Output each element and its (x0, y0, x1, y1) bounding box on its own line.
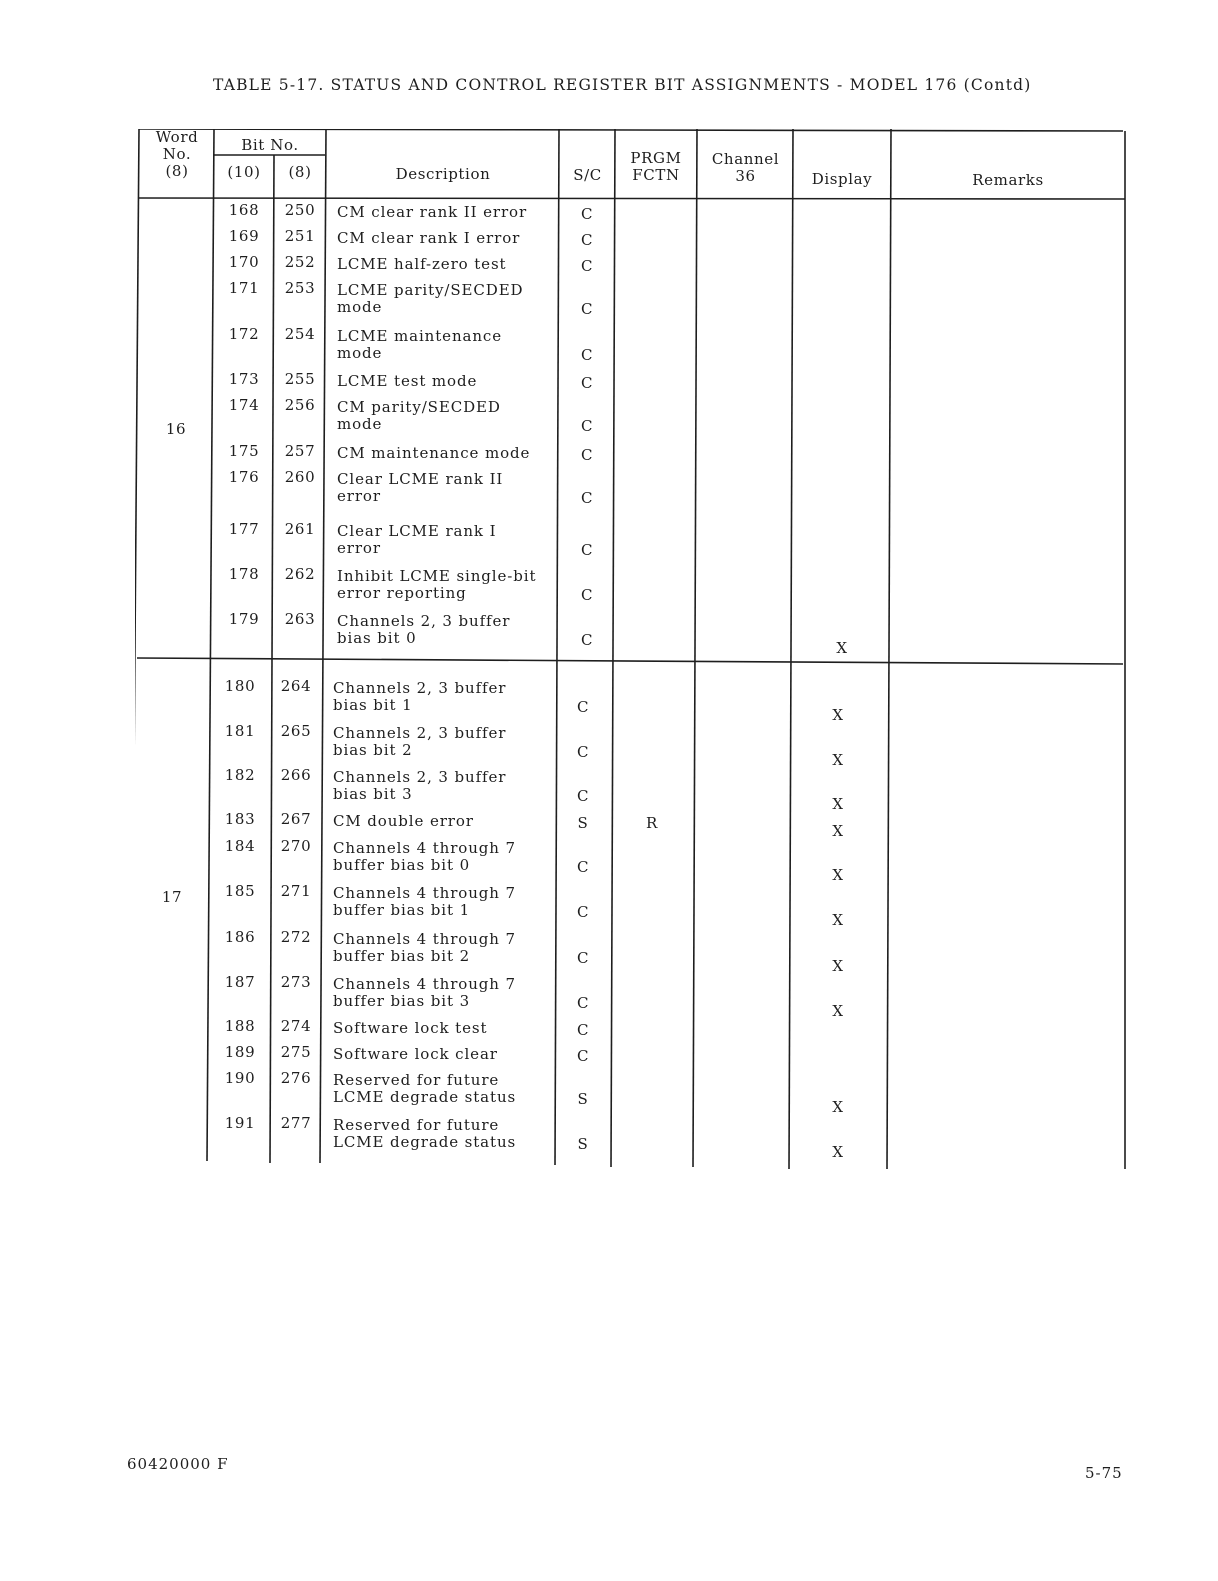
description-line: Channels 4 through 7 (333, 930, 516, 948)
bit-octal: 260 (284, 468, 316, 486)
bit-decimal: 186 (224, 928, 256, 946)
bit-octal: 265 (280, 722, 312, 740)
header-remarks: Remarks (972, 171, 1044, 189)
description-line: Channels 2, 3 buffer (333, 724, 507, 742)
description-line: LCME test mode (337, 372, 478, 390)
bit-decimal: 178 (228, 565, 260, 583)
header-prgm-fctn: PRGM FCTN (630, 149, 682, 184)
sc-value: C (580, 374, 594, 392)
bit-decimal: 169 (228, 227, 260, 245)
description-line: LCME maintenance (337, 327, 502, 345)
sc-value: C (576, 1047, 590, 1065)
bit-octal: 254 (284, 325, 316, 343)
display-value: X (832, 1143, 844, 1161)
bit-octal: 253 (284, 279, 316, 297)
bit-decimal: 185 (224, 882, 256, 900)
bit-octal: 270 (280, 837, 312, 855)
bit-decimal: 189 (224, 1043, 256, 1061)
description-line: LCME parity/SECDED (337, 281, 524, 299)
display-value: X (832, 911, 844, 929)
sc-value: C (580, 205, 594, 223)
sc-value: C (580, 541, 594, 559)
page-number: 5-75 (1085, 1464, 1123, 1482)
table-title: TABLE 5-17. STATUS AND CONTROL REGISTER BIT ASSIGNMENTS - MODEL 176 (Contd) (213, 76, 1032, 94)
header-bit-decimal: (10) (227, 163, 261, 181)
description-line: Reserved for future (333, 1071, 500, 1089)
bit-octal: 272 (280, 928, 312, 946)
bit-octal: 267 (280, 810, 312, 828)
sc-value: C (580, 231, 594, 249)
bit-octal: 251 (284, 227, 316, 245)
bit-octal: 264 (280, 677, 312, 695)
description-line: bias bit 2 (333, 741, 413, 759)
display-value: X (832, 957, 844, 975)
description-line: CM maintenance mode (337, 444, 531, 462)
description-line: bias bit 1 (333, 696, 413, 714)
bit-decimal: 172 (228, 325, 260, 343)
bit-octal: 262 (284, 565, 316, 583)
display-value: X (832, 1002, 844, 1020)
description-line: buffer bias bit 1 (333, 901, 471, 919)
bit-decimal: 174 (228, 396, 260, 414)
bit-octal: 263 (284, 610, 316, 628)
description-line: buffer bias bit 0 (333, 856, 471, 874)
description-line: error (337, 487, 381, 505)
header-bit-no: Bit No. (241, 136, 299, 154)
description-line: mode (337, 298, 383, 316)
bit-octal: 257 (284, 442, 316, 460)
sc-value: C (580, 631, 594, 649)
bit-assignment-table (135, 129, 1127, 1169)
description-line: Clear LCME rank I (337, 522, 497, 540)
sc-value: C (580, 586, 594, 604)
bit-decimal: 171 (228, 279, 260, 297)
header-description: Description (395, 165, 491, 183)
sc-value: C (580, 300, 594, 318)
description-line: buffer bias bit 2 (333, 947, 471, 965)
bit-octal: 261 (284, 520, 316, 538)
document-number: 60420000 F (127, 1455, 229, 1473)
sc-value: S (577, 814, 589, 832)
description-line: bias bit 3 (333, 785, 413, 803)
description-line: CM clear rank I error (337, 229, 521, 247)
description-line: CM parity/SECDED (337, 398, 501, 416)
sc-value: C (576, 743, 590, 761)
description-line: error reporting (337, 584, 467, 602)
bit-octal: 273 (280, 973, 312, 991)
display-value: X (832, 706, 844, 724)
bit-octal: 266 (280, 766, 312, 784)
bit-decimal: 183 (224, 810, 256, 828)
bit-decimal: 181 (224, 722, 256, 740)
bit-decimal: 182 (224, 766, 256, 784)
bit-decimal: 187 (224, 973, 256, 991)
display-value: X (832, 795, 844, 813)
header-bit-octal: (8) (288, 163, 312, 181)
bit-decimal: 175 (228, 442, 260, 460)
description-line: Inhibit LCME single-bit (337, 567, 537, 585)
bit-octal: 250 (284, 201, 316, 219)
display-value: X (832, 822, 844, 840)
sc-value: C (576, 994, 590, 1012)
description-line: LCME degrade status (333, 1088, 517, 1106)
sc-value: S (577, 1135, 589, 1153)
word-number: 17 (161, 888, 183, 906)
header-word-no: Word No. (8) (155, 128, 199, 180)
description-line: Software lock test (333, 1019, 488, 1037)
bit-decimal: 179 (228, 610, 260, 628)
bit-octal: 277 (280, 1114, 312, 1132)
description-line: Channels 4 through 7 (333, 884, 516, 902)
bit-octal: 274 (280, 1017, 312, 1035)
bit-octal: 255 (284, 370, 316, 388)
description-line: Channels 2, 3 buffer (337, 612, 511, 630)
header-sc: S/C (573, 166, 602, 184)
display-value: X (836, 639, 848, 657)
sc-value: C (580, 446, 594, 464)
header-channel-36: Channel 36 (711, 150, 780, 185)
bit-octal: 256 (284, 396, 316, 414)
bit-decimal: 176 (228, 468, 260, 486)
bit-decimal: 184 (224, 837, 256, 855)
sc-value: C (580, 257, 594, 275)
bit-decimal: 168 (228, 201, 260, 219)
bit-decimal: 173 (228, 370, 260, 388)
display-value: X (832, 866, 844, 884)
description-line: Reserved for future (333, 1116, 500, 1134)
description-line: Channels 2, 3 buffer (333, 679, 507, 697)
sc-value: C (580, 417, 594, 435)
bit-octal: 275 (280, 1043, 312, 1061)
bit-octal: 271 (280, 882, 312, 900)
prgm-fctn-value: R (646, 814, 658, 832)
description-line: Channels 4 through 7 (333, 839, 516, 857)
bit-decimal: 180 (224, 677, 256, 695)
sc-value: C (576, 698, 590, 716)
display-value: X (832, 751, 844, 769)
description-line: CM clear rank II error (337, 203, 528, 221)
bit-octal: 276 (280, 1069, 312, 1087)
bit-decimal: 188 (224, 1017, 256, 1035)
description-line: Channels 4 through 7 (333, 975, 516, 993)
sc-value: C (580, 346, 594, 364)
bit-decimal: 170 (228, 253, 260, 271)
description-line: mode (337, 344, 383, 362)
sc-value: C (576, 949, 590, 967)
sc-value: C (576, 1021, 590, 1039)
display-value: X (832, 1098, 844, 1116)
sc-value: S (577, 1090, 589, 1108)
description-line: CM double error (333, 812, 474, 830)
description-line: error (337, 539, 381, 557)
description-line: buffer bias bit 3 (333, 992, 471, 1010)
description-line: mode (337, 415, 383, 433)
header-display: Display (811, 170, 873, 188)
description-line: LCME half-zero test (337, 255, 507, 273)
bit-decimal: 177 (228, 520, 260, 538)
sc-value: C (576, 903, 590, 921)
bit-decimal: 191 (224, 1114, 256, 1132)
description-line: Clear LCME rank II (337, 470, 504, 488)
bit-octal: 252 (284, 253, 316, 271)
description-line: Software lock clear (333, 1045, 498, 1063)
bit-decimal: 190 (224, 1069, 256, 1087)
sc-value: C (576, 787, 590, 805)
description-line: LCME degrade status (333, 1133, 517, 1151)
sc-value: C (580, 489, 594, 507)
description-line: bias bit 0 (337, 629, 417, 647)
sc-value: C (576, 858, 590, 876)
description-line: Channels 2, 3 buffer (333, 768, 507, 786)
word-number: 16 (165, 420, 187, 438)
